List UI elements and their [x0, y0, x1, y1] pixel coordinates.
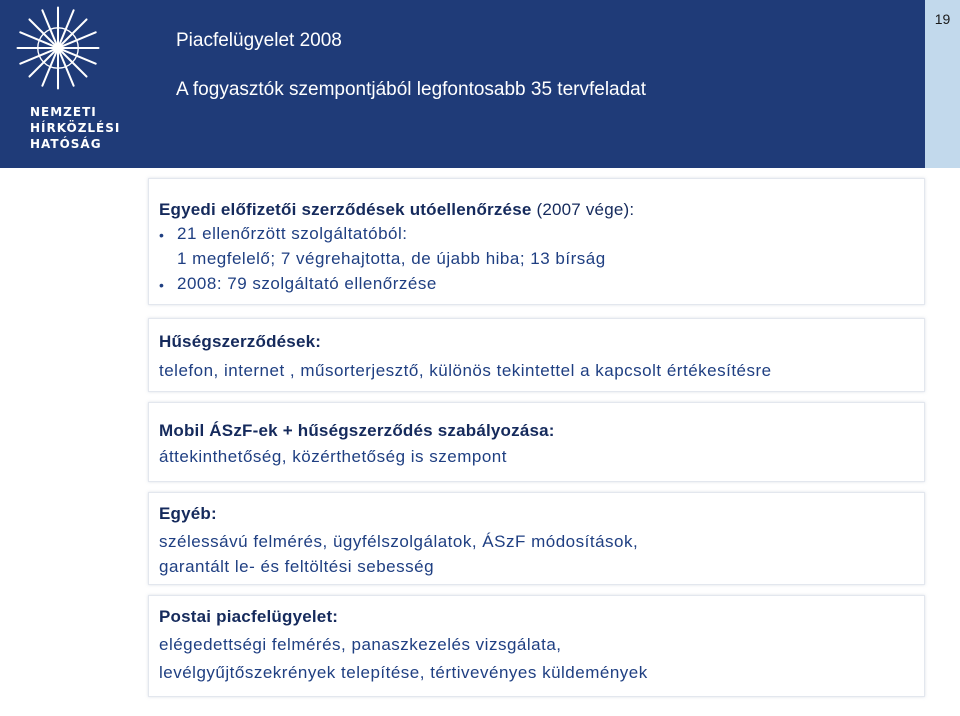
section-title: [159, 200, 634, 220]
bullet-icon: •: [159, 227, 164, 243]
page-number: 19: [934, 11, 951, 27]
section-line: levélgyűjtőszekrények telepítése, tértivevényes küldemények: [159, 663, 648, 682]
page-title: Piacfelügyelet 2008: [176, 30, 342, 51]
section-other: [148, 492, 925, 585]
section-line: elégedettségi felmérés, panaszkezelés vizsgálata,: [159, 635, 562, 654]
logo-line-1: NEMZETI: [30, 105, 97, 119]
logo-line-3: HATÓSÁG: [30, 137, 102, 151]
page-subtitle: A fogyasztók szempontjából legfontosabb 35 tervfeladat: [176, 79, 647, 100]
section-loyalty-contracts: [148, 318, 925, 392]
logo-line-2: HÍRKÖZLÉSI: [30, 121, 121, 135]
page-number-box: [925, 0, 960, 168]
logo-panel: [0, 0, 148, 168]
star-burst-icon: [12, 2, 104, 94]
section-title: Postai piacfelügyelet:: [159, 607, 339, 626]
logo-text: [0, 104, 148, 152]
section-line: áttekinthetőség, közérthetőség is szempont: [159, 447, 507, 466]
section-title-suffix: (2007 vége):: [531, 200, 635, 219]
section-postal: [148, 595, 925, 697]
list-item: 1 megfelelő; 7 végrehajtotta, de újabb hiba; 13 bírság: [177, 249, 606, 268]
section-title-bold: Egyedi előfizetői szerződések utóellenőrzése: [159, 200, 532, 219]
section-title: Mobil ÁSzF-ek + hűségszerződés szabályozása:: [159, 421, 555, 440]
section-line: telefon, internet , műsorterjesztő, különös tekintettel a kapcsolt értékesítésre: [159, 361, 772, 380]
section-mobile-terms: [148, 402, 925, 482]
section-line: garantált le- és feltöltési sebesség: [159, 557, 435, 576]
section-subscriber-contracts: [148, 178, 925, 305]
section-title: Hűségszerződések:: [159, 332, 322, 351]
list-item: 2008: 79 szolgáltató ellenőrzése: [177, 274, 437, 293]
title-bar: [148, 0, 925, 168]
section-title: Egyéb:: [159, 504, 217, 523]
bullet-icon: •: [159, 277, 164, 293]
list-item: 21 ellenőrzött szolgáltatóból:: [177, 224, 408, 243]
section-line: szélessávú felmérés, ügyfélszolgálatok, ÁSzF módosítások,: [159, 532, 639, 551]
